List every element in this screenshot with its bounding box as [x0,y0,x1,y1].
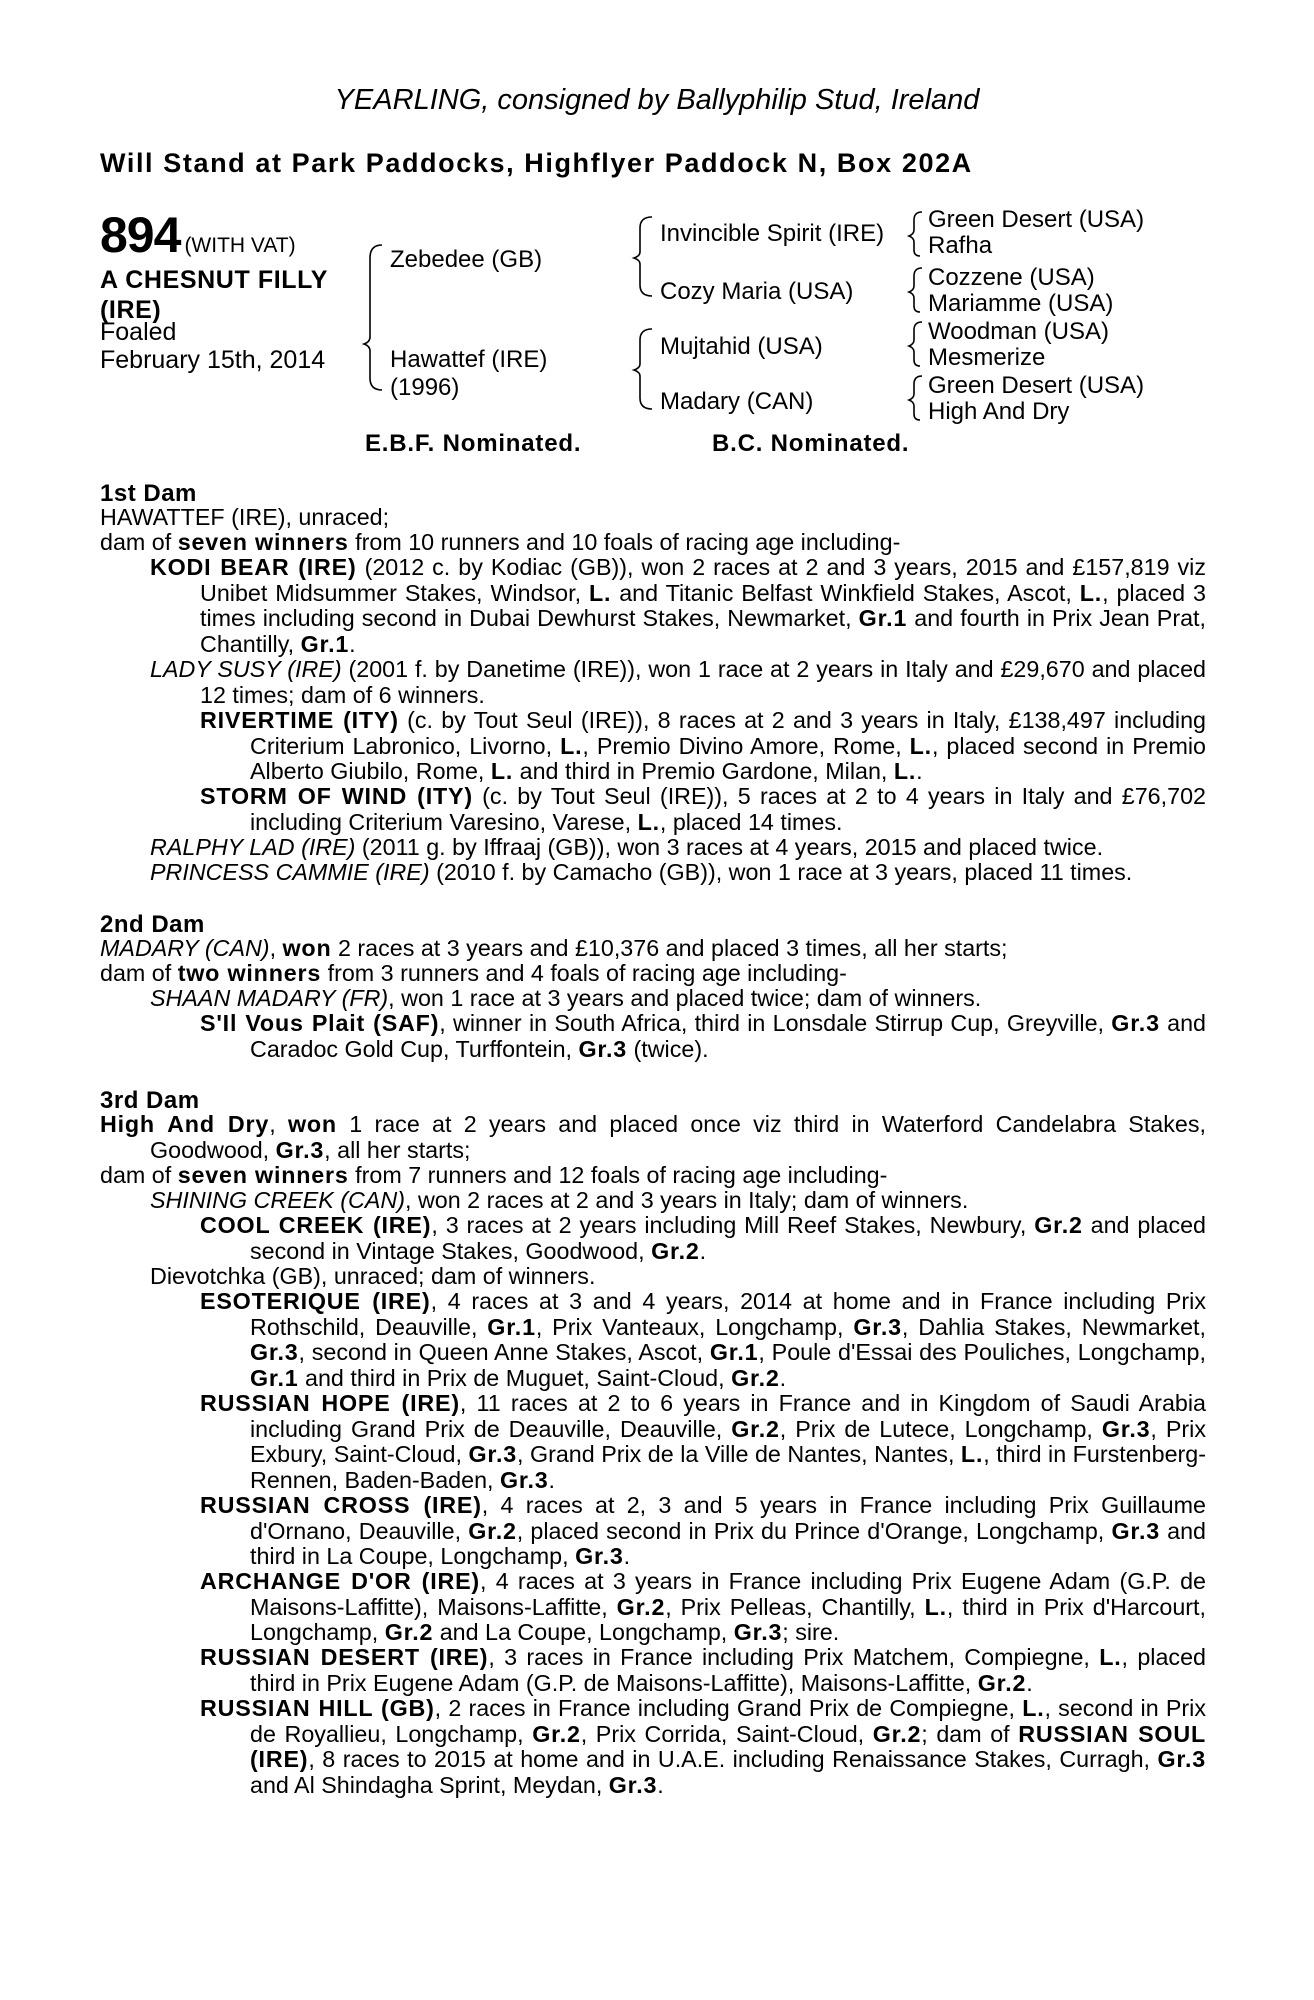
first-dam-title: 1st Dam [100,480,197,507]
dam-year: (1996) [390,374,460,401]
second-dam-entry-sil-vous-plait: S'Il Vous Plait (SAF), winner in South Africa, third in Lonsdale Stirrup Cup, Greyville, Gr.3 and Caradoc Gold Cup, Turffontein, Gr.3 (twice). [200,1010,1206,1062]
g3-dam-dam-dam: High And Dry [928,398,1070,425]
third-dam-entry-dievotchka: Dievotchka (GB), unraced; dam of winners. [150,1263,596,1289]
first-dam-entry-princess-cammie: PRINCESS CAMMIE (IRE) (2010 f. by Camacho (GB)), won 1 race at 3 years, placed 11 times. [150,859,1133,885]
g3-sire-dam-sire: Cozzene (USA) [928,264,1095,291]
third-dam-summary: dam of seven winners from 7 runners and 12 foals of racing age including- [100,1162,888,1188]
brace-g1 [909,212,922,256]
third-dam-entry-russian-desert: RUSSIAN DESERT (IRE), 3 races in France including Prix Matchem, Compiegne, L., placed third in Prix Eugene Adam (G.P. de Maisons-Laffitte), Maisons-Laffitte, Gr.2. [200,1644,1206,1696]
third-dam-title: 3rd Dam [100,1087,200,1114]
third-dam-entry-esoterique: ESOTERIQUE (IRE), 4 races at 3 and 4 years, 2014 at home and in France including Prix Rothschild, Deauville, Gr.1, Prix Vanteaux, Longchamp, Gr.3, Dahlia Stakes, Newmarket, Gr.3, second in Queen Anne Stakes, Ascot, Gr.1, Poule d'Essai des Pouliches, Longchamp, Gr.1 and third in Prix de Muguet, Saint-Cloud, Gr.2. [200,1288,1207,1391]
brace-dam-line [634,329,652,409]
second-dam-intro: MADARY (CAN), won 2 races at 3 years and £10,376 and placed 3 times, all her starts; [100,935,1008,961]
brace-g2 [909,268,922,312]
sire-sire-name: Invincible Spirit (IRE) [660,220,885,247]
lot-number-block [100,206,296,264]
sire-dam-name: Cozy Maria (USA) [660,278,854,305]
third-dam-entry-russian-cross: RUSSIAN CROSS (IRE), 4 races at 2, 3 and 5 years in France including Prix Guillaume d'Ornano, Deauville, Gr.2, placed second in Prix du Prince d'Orange, Longchamp, Gr.3 and third in La Coupe, Longchamp, Gr.3. [200,1492,1206,1569]
brace-g4 [909,376,922,420]
first-dam-entry-storm-of-wind: STORM OF WIND (ITY) (c. by Tout Seul (IRE)), 5 races at 2 to 4 years in Italy and £76,702 including Criterium Varesino, Varese, L., placed 14 times. [200,783,1206,835]
third-dam-entry-cool-creek: COOL CREEK (IRE), 3 races at 2 years including Mill Reef Stakes, Newbury, Gr.2 and placed second in Vintage Stakes, Goodwood, Gr.2. [200,1212,1207,1264]
g3-sire-dam-dam: Mariamme (USA) [928,290,1114,317]
g3-dam-sire-sire: Woodman (USA) [928,318,1109,345]
sire-name: Zebedee (GB) [390,246,543,273]
second-dam-title: 2nd Dam [100,911,205,938]
bc-nominated: B.C. Nominated. [712,430,910,457]
first-dam-summary: dam of seven winners from 10 runners and 10 foals of racing age including- [100,529,901,555]
dam-sire-name: Mujtahid (USA) [660,333,823,360]
third-dam-entry-archange-dor: ARCHANGE D'OR (IRE), 4 races at 3 years in France including Prix Eugene Adam (G.P. de Maisons-Laffitte), Maisons-Laffitte, Gr.2, Prix Pelleas, Chantilly, L., third in Prix d'Harcourt, Longchamp, Gr.2 and La Coupe, Longchamp, Gr.3; sire. [200,1568,1206,1645]
dam-dam-name: Madary (CAN) [660,388,814,415]
lot-description: A CHESNUT FILLY (IRE) [100,266,328,324]
stand-location: Will Stand at Park Paddocks, Highflyer Paddock N, Box 202A [100,148,973,178]
second-dam-entry-shaan-madary: SHAAN MADARY (FR), won 1 race at 3 years and placed twice; dam of winners. [150,985,982,1011]
first-dam-entry-ralphy-lad: RALPHY LAD (IRE) (2011 g. by Iffraaj (GB)), won 3 races at 4 years, 2015 and placed twice. [150,834,1104,860]
foaled-label: Foaled [100,318,177,346]
consignment-heading: YEARLING, consigned by Ballyphilip Stud, Ireland [334,84,980,116]
third-dam-entry-russian-hope: RUSSIAN HOPE (IRE), 11 races at 2 to 6 years in France and in Kingdom of Saudi Arabia including Grand Prix de Deauville, Deauville, Gr.2, Prix de Lutece, Longchamp, Gr.3, Prix Exbury, Saint-Cloud, Gr.3, Grand Prix de la Ville de Nantes, Nantes, L., third in Furstenberg-Rennen, Baden-Baden, Gr.3. [200,1390,1207,1493]
foaled-date: February 15th, 2014 [100,346,326,374]
g3-sire-sire-sire: Green Desert (USA) [928,206,1145,233]
vat-label: (WITH VAT) [184,234,296,257]
foaled-info [100,318,360,374]
first-dam-entry-lady-susy: LADY SUSY (IRE) (2001 f. by Danetime (IRE)), won 1 race at 2 years in Italy and £29,670 and placed 12 times; dam of 6 winners. [150,656,1206,708]
first-dam-entry-kodi-bear: KODI BEAR (IRE) (2012 c. by Kodiac (GB)), won 2 races at 2 and 3 years, 2015 and £157,819 viz Unibet Midsummer Stakes, Windsor, L. and Titanic Belfast Winkfield Stakes, Ascot, L., placed 3 times including second in Dubai Dewhurst Stakes, Newmarket, Gr.1 and fourth in Prix Jean Prat, Chantilly, Gr.1. [150,554,1206,657]
brace-sire-line [634,217,652,296]
g3-dam-sire-dam: Mesmerize [928,344,1046,371]
second-dam-summary: dam of two winners from 3 runners and 4 foals of racing age including- [100,960,847,986]
third-dam-entry-shining-creek: SHINING CREEK (CAN), won 2 races at 2 and 3 years in Italy; dam of winners. [150,1187,969,1213]
brace-g3 [909,322,922,366]
g3-sire-sire-dam: Rafha [928,232,993,259]
ebf-nominated: E.B.F. Nominated. [365,430,582,457]
first-dam-name: HAWATTEF (IRE), unraced; [100,504,390,530]
third-dam-intro: High And Dry, won 1 race at 2 years and placed once viz third in Waterford Candelabra Stakes, Goodwood, Gr.3, all her starts; [100,1111,1206,1163]
g3-dam-dam-sire: Green Desert (USA) [928,372,1145,399]
first-dam-entry-rivertime: RIVERTIME (ITY) (c. by Tout Seul (IRE)), 8 races at 2 and 3 years in Italy, £138,497 including Criterium Labronico, Livorno, L., Premio Divino Amore, Rome, L., placed second in Premio Alberto Giubilo, Rome, L. and third in Premio Gardone, Milan, L.. [200,707,1206,784]
lot-number: 894 [100,207,181,263]
dam-name: Hawattef (IRE) [390,346,548,373]
third-dam-entry-russian-hill: RUSSIAN HILL (GB), 2 races in France including Grand Prix de Compiegne, L., second in Prix de Royallieu, Longchamp, Gr.2, Prix Corrida, Saint-Cloud, Gr.2; dam of RUSSIAN SOUL (IRE), 8 races to 2015 at home and in U.A.E. including Renaissance Stakes, Curragh, Gr.3 and Al Shindagha Sprint, Meydan, Gr.3. [200,1695,1206,1798]
